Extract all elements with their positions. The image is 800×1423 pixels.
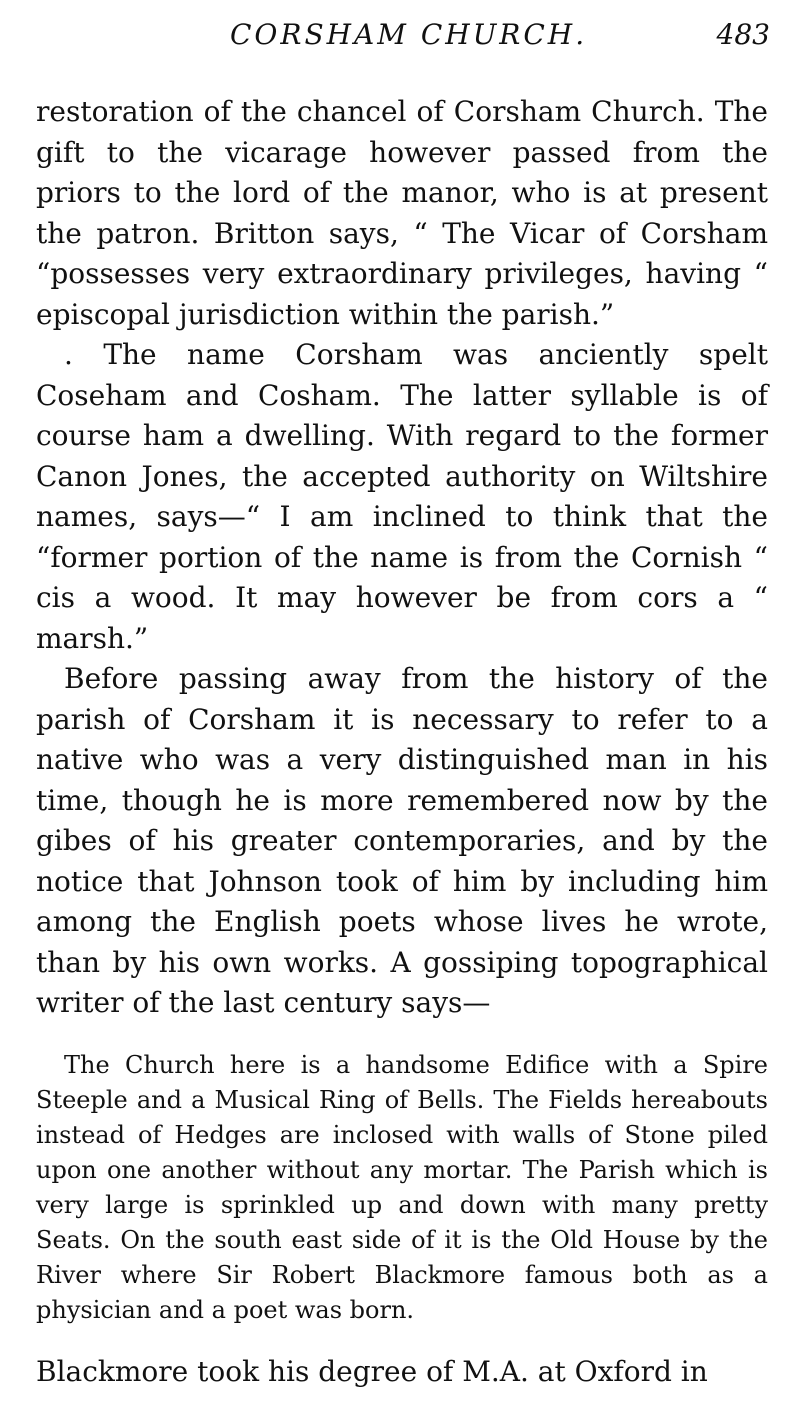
page-body bbox=[36, 92, 768, 1420]
page-number: 483 bbox=[716, 18, 770, 51]
paragraph-name-origin: . The name Corsham was anciently spelt Coseham and Cosham. The latter syllable is of course ham a dwelling. With regard to the former Canon Jones, the accepted authority on Wiltshire names, says—“ I am inclined to think that the “former portion of the name is from the Cornish “ cis a wood. It may however be from cors a “ marsh.” bbox=[36, 338, 768, 655]
paragraph-chancel: restoration of the chancel of Corsham Church. The gift to the vicarage however passed from the priors to the lord of the manor, who is at present the patron. Britton says, “ The Vicar of Corsham “possesses very extraordinary privileges, having “ episcopal jurisdiction within the parish.” bbox=[36, 95, 768, 331]
final-line: Blackmore took his degree of M.A. at Oxford in bbox=[36, 1354, 708, 1388]
running-title: CORSHAM CHURCH. bbox=[230, 18, 588, 51]
quoted-passage: The Church here is a handsome Edifice with a Spire Steeple and a Musical Ring of Bells. The Fields hereabouts instead of Hedges are inclosed with walls of Stone piled upon one another without any mortar. The Parish which is very large is sprinkled up and down with many pretty Seats. On the south east side of it is the Old House by the River where Sir Robert Blackmore famous both as a physician and a poet was born. bbox=[36, 1050, 768, 1324]
page-header bbox=[0, 18, 800, 58]
paragraph-blackmore-intro: Before passing away from the history of the parish of Corsham it is necessary to refer to a native who was a very distinguished man in his time, though he is more remembered now by the gibes of his greater contemporaries, and by the notice that Johnson took of him by including him among the English poets whose lives he wrote, than by his own works. A gossiping topographical writer of the last century says— bbox=[36, 662, 768, 1019]
